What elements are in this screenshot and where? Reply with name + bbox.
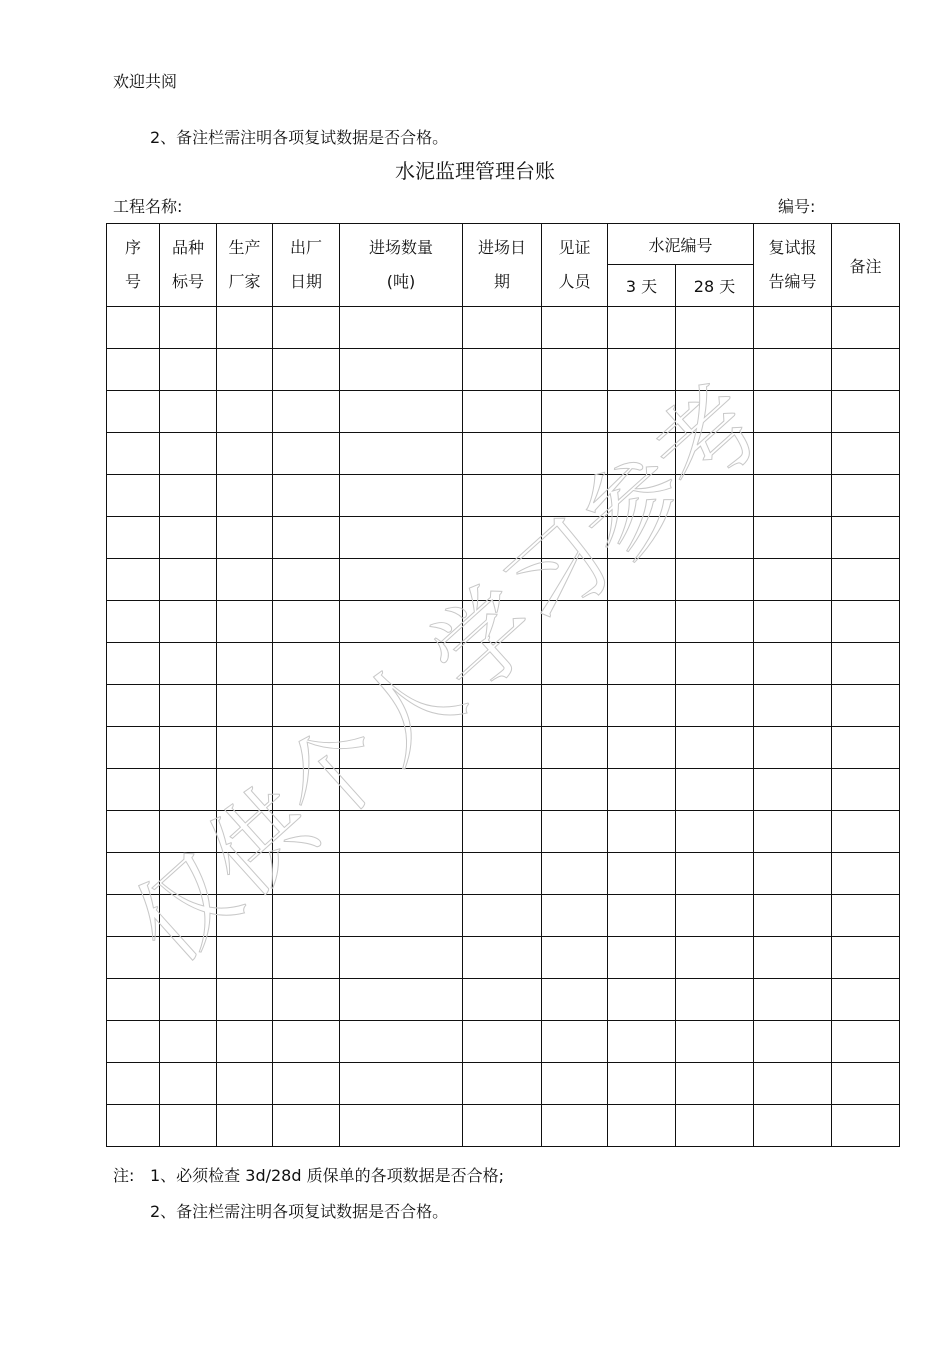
table-row xyxy=(107,475,900,517)
table-cell xyxy=(676,1021,754,1063)
table-cell xyxy=(160,601,217,643)
table-cell xyxy=(340,601,463,643)
header-entry-date: 进场日 期 xyxy=(463,224,542,307)
table-cell xyxy=(217,349,273,391)
table-cell xyxy=(832,391,900,433)
table-cell xyxy=(273,475,340,517)
table-cell xyxy=(608,517,676,559)
table-row xyxy=(107,811,900,853)
table-cell xyxy=(754,811,832,853)
table-cell xyxy=(676,769,754,811)
table-cell xyxy=(273,643,340,685)
table-cell xyxy=(107,1063,160,1105)
table-cell xyxy=(217,685,273,727)
project-name-label: 工程名称: xyxy=(113,197,183,216)
table-cell xyxy=(676,349,754,391)
table-cell xyxy=(542,307,608,349)
table-cell xyxy=(340,937,463,979)
table-cell xyxy=(160,1105,217,1147)
table-cell xyxy=(676,811,754,853)
table-cell xyxy=(832,433,900,475)
table-cell xyxy=(160,685,217,727)
table-cell xyxy=(463,475,542,517)
table-cell xyxy=(754,349,832,391)
table-cell xyxy=(754,685,832,727)
table-cell xyxy=(754,391,832,433)
table-cell xyxy=(463,937,542,979)
table-cell xyxy=(160,475,217,517)
table-cell xyxy=(217,727,273,769)
table-row xyxy=(107,979,900,1021)
table-cell xyxy=(754,1105,832,1147)
table-row xyxy=(107,1021,900,1063)
table-cell xyxy=(542,1105,608,1147)
table-cell xyxy=(676,895,754,937)
table-cell xyxy=(160,979,217,1021)
table-cell xyxy=(542,475,608,517)
table-cell xyxy=(217,979,273,1021)
table-cell xyxy=(340,475,463,517)
table-cell xyxy=(340,1021,463,1063)
table-cell xyxy=(217,475,273,517)
table-cell xyxy=(608,601,676,643)
table-cell xyxy=(107,433,160,475)
table-cell xyxy=(107,895,160,937)
table-cell xyxy=(463,517,542,559)
table-cell xyxy=(754,1063,832,1105)
table-cell xyxy=(273,937,340,979)
table-cell xyxy=(273,811,340,853)
table-cell xyxy=(608,475,676,517)
table-cell xyxy=(542,685,608,727)
table-cell xyxy=(676,853,754,895)
table-cell xyxy=(608,349,676,391)
table-cell xyxy=(340,433,463,475)
table-row xyxy=(107,895,900,937)
table-cell xyxy=(463,853,542,895)
table-cell xyxy=(754,769,832,811)
page-title: 水泥监理管理台账 xyxy=(395,159,555,183)
table-cell xyxy=(676,433,754,475)
table-cell xyxy=(676,643,754,685)
table-cell xyxy=(832,601,900,643)
table-cell xyxy=(340,853,463,895)
table-cell xyxy=(832,1021,900,1063)
table-cell xyxy=(832,1105,900,1147)
table-cell xyxy=(608,643,676,685)
table-row xyxy=(107,937,900,979)
table-cell xyxy=(676,1063,754,1105)
table-cell xyxy=(608,307,676,349)
table-cell xyxy=(107,1021,160,1063)
table-row xyxy=(107,349,900,391)
table-cell xyxy=(463,349,542,391)
table-cell xyxy=(107,811,160,853)
table-cell xyxy=(832,937,900,979)
table-cell xyxy=(463,727,542,769)
table-cell xyxy=(160,391,217,433)
table-cell xyxy=(542,937,608,979)
table-cell xyxy=(217,853,273,895)
table-cell xyxy=(273,559,340,601)
table-cell xyxy=(676,727,754,769)
table-cell xyxy=(160,937,217,979)
note-2: 2、备注栏需注明各项复试数据是否合格。 xyxy=(150,1202,449,1221)
top-note: 2、备注栏需注明各项复试数据是否合格。 xyxy=(150,128,449,147)
table-cell xyxy=(676,601,754,643)
table-cell xyxy=(754,937,832,979)
table-cell xyxy=(608,979,676,1021)
table-cell xyxy=(676,979,754,1021)
table-cell xyxy=(832,475,900,517)
header-retest-report: 复试报 告编号 xyxy=(754,224,832,307)
table-cell xyxy=(832,727,900,769)
table-cell xyxy=(107,727,160,769)
table-cell xyxy=(832,979,900,1021)
header-remarks: 备注 xyxy=(832,224,900,307)
table-cell xyxy=(273,895,340,937)
table-cell xyxy=(608,1105,676,1147)
table-cell xyxy=(217,811,273,853)
table-cell xyxy=(107,349,160,391)
table-cell xyxy=(160,769,217,811)
table-row xyxy=(107,727,900,769)
table-row xyxy=(107,1105,900,1147)
table-cell xyxy=(340,517,463,559)
table-cell xyxy=(273,1105,340,1147)
table-body xyxy=(107,307,900,1147)
table-cell xyxy=(273,727,340,769)
table-cell xyxy=(542,1021,608,1063)
table-cell xyxy=(107,979,160,1021)
table-cell xyxy=(754,895,832,937)
table-cell xyxy=(217,601,273,643)
table-cell xyxy=(608,559,676,601)
table-cell xyxy=(160,559,217,601)
table-cell xyxy=(463,1021,542,1063)
table-cell xyxy=(754,643,832,685)
table-cell xyxy=(217,517,273,559)
table-cell xyxy=(273,1063,340,1105)
table-cell xyxy=(463,601,542,643)
number-label: 编号: xyxy=(778,197,816,216)
table-cell xyxy=(542,349,608,391)
table-cell xyxy=(542,727,608,769)
header-quantity: 进场数量 (吨) xyxy=(340,224,463,307)
table-cell xyxy=(608,769,676,811)
table-cell xyxy=(542,433,608,475)
table-row xyxy=(107,685,900,727)
table-cell xyxy=(754,559,832,601)
table-cell xyxy=(463,979,542,1021)
table-cell xyxy=(832,685,900,727)
table-cell xyxy=(542,811,608,853)
table-cell xyxy=(676,475,754,517)
table-cell xyxy=(273,517,340,559)
table-cell xyxy=(608,727,676,769)
table-cell xyxy=(463,1105,542,1147)
table-cell xyxy=(676,1105,754,1147)
header-factory-date: 出厂 日期 xyxy=(273,224,340,307)
table-cell xyxy=(754,727,832,769)
table-cell xyxy=(273,685,340,727)
table-cell xyxy=(754,475,832,517)
header-cement-no: 水泥编号 xyxy=(608,224,754,265)
table-cell xyxy=(608,433,676,475)
table-cell xyxy=(463,433,542,475)
table-cell xyxy=(676,937,754,979)
table-cell xyxy=(542,643,608,685)
table-cell xyxy=(542,601,608,643)
table-cell xyxy=(107,601,160,643)
header-manufacturer: 生产 厂家 xyxy=(217,224,273,307)
table-cell xyxy=(107,1105,160,1147)
table-cell xyxy=(217,1105,273,1147)
table-cell xyxy=(217,643,273,685)
table-cell xyxy=(340,1105,463,1147)
table-cell xyxy=(273,1021,340,1063)
table-cell xyxy=(676,517,754,559)
table-cell xyxy=(754,601,832,643)
table-cell xyxy=(832,811,900,853)
table-cell xyxy=(832,349,900,391)
table-cell xyxy=(340,391,463,433)
table-cell xyxy=(463,895,542,937)
table-cell xyxy=(107,391,160,433)
table-cell xyxy=(273,391,340,433)
table-row xyxy=(107,517,900,559)
table-cell xyxy=(676,685,754,727)
table-cell xyxy=(340,979,463,1021)
table-cell xyxy=(463,643,542,685)
table-cell xyxy=(832,559,900,601)
table-row xyxy=(107,307,900,349)
table-cell xyxy=(463,559,542,601)
header-day3: 3 天 xyxy=(608,265,676,307)
table-cell xyxy=(340,1063,463,1105)
header-variety: 品种 标号 xyxy=(160,224,217,307)
table-cell xyxy=(273,979,340,1021)
table-cell xyxy=(107,307,160,349)
table-cell xyxy=(608,1063,676,1105)
table-cell xyxy=(160,853,217,895)
table-cell xyxy=(217,895,273,937)
table-cell xyxy=(160,517,217,559)
table-cell xyxy=(463,769,542,811)
table-row xyxy=(107,769,900,811)
table-cell xyxy=(107,769,160,811)
table-cell xyxy=(608,685,676,727)
table-cell xyxy=(340,727,463,769)
table-cell xyxy=(832,517,900,559)
table-row xyxy=(107,433,900,475)
table-cell xyxy=(754,1021,832,1063)
table-cell xyxy=(217,1063,273,1105)
table-cell xyxy=(217,1021,273,1063)
table-cell xyxy=(832,307,900,349)
table-cell xyxy=(608,811,676,853)
table-row xyxy=(107,601,900,643)
table-cell xyxy=(217,391,273,433)
table-cell xyxy=(542,1063,608,1105)
table-cell xyxy=(107,685,160,727)
table-cell xyxy=(160,895,217,937)
table-row xyxy=(107,1063,900,1105)
table-cell xyxy=(273,601,340,643)
cement-ledger-table xyxy=(106,223,900,1147)
table-cell xyxy=(608,391,676,433)
table-cell xyxy=(340,769,463,811)
table-row xyxy=(107,391,900,433)
table-cell xyxy=(542,853,608,895)
table-cell xyxy=(160,433,217,475)
table-cell xyxy=(273,349,340,391)
watermark-text: 仅供个人学习参考 xyxy=(110,363,784,986)
table-cell xyxy=(754,979,832,1021)
table-cell xyxy=(542,895,608,937)
table-cell xyxy=(608,1021,676,1063)
table-cell xyxy=(832,1063,900,1105)
table-cell xyxy=(160,1021,217,1063)
header-day28: 28 天 xyxy=(676,265,754,307)
table-cell xyxy=(340,895,463,937)
table-cell xyxy=(463,685,542,727)
header-note: 欢迎共阅 xyxy=(113,72,178,91)
table-cell xyxy=(340,685,463,727)
table-cell xyxy=(107,517,160,559)
table-cell xyxy=(340,559,463,601)
table-cell xyxy=(107,559,160,601)
table-cell xyxy=(217,559,273,601)
table-cell xyxy=(217,433,273,475)
table-row xyxy=(107,853,900,895)
table-cell xyxy=(676,307,754,349)
table-cell xyxy=(340,643,463,685)
table-cell xyxy=(676,559,754,601)
table-cell xyxy=(542,769,608,811)
table-row xyxy=(107,643,900,685)
header-seq: 序 号 xyxy=(107,224,160,307)
table-cell xyxy=(754,433,832,475)
table-cell xyxy=(160,1063,217,1105)
note-prefix: 注: xyxy=(113,1166,135,1185)
table-cell xyxy=(217,307,273,349)
table-cell xyxy=(608,853,676,895)
note-1: 1、必须检查 3d/28d 质保单的各项数据是否合格; xyxy=(150,1166,504,1185)
table-cell xyxy=(273,433,340,475)
table-cell xyxy=(463,307,542,349)
table-cell xyxy=(160,727,217,769)
table-cell xyxy=(832,769,900,811)
table-cell xyxy=(754,853,832,895)
table-cell xyxy=(160,811,217,853)
table-cell xyxy=(107,937,160,979)
table-cell xyxy=(340,349,463,391)
table-cell xyxy=(340,307,463,349)
table-cell xyxy=(832,895,900,937)
table-cell xyxy=(754,307,832,349)
table-cell xyxy=(107,643,160,685)
table-cell xyxy=(832,853,900,895)
table-cell xyxy=(160,643,217,685)
table-cell xyxy=(463,1063,542,1105)
table-cell xyxy=(273,769,340,811)
table-cell xyxy=(754,517,832,559)
table-cell xyxy=(542,559,608,601)
table-cell xyxy=(273,307,340,349)
table-cell xyxy=(542,979,608,1021)
table-cell xyxy=(676,391,754,433)
table-cell xyxy=(463,811,542,853)
table-cell xyxy=(340,811,463,853)
table-cell xyxy=(273,853,340,895)
table-cell xyxy=(160,349,217,391)
table-cell xyxy=(608,937,676,979)
table-cell xyxy=(217,769,273,811)
table-row xyxy=(107,559,900,601)
table-cell xyxy=(463,391,542,433)
table-cell xyxy=(107,853,160,895)
table-cell xyxy=(217,937,273,979)
table-cell xyxy=(107,475,160,517)
table-cell xyxy=(542,391,608,433)
table-cell xyxy=(160,307,217,349)
table-cell xyxy=(542,517,608,559)
table-cell xyxy=(608,895,676,937)
table-cell xyxy=(832,643,900,685)
header-witness: 见证 人员 xyxy=(542,224,608,307)
